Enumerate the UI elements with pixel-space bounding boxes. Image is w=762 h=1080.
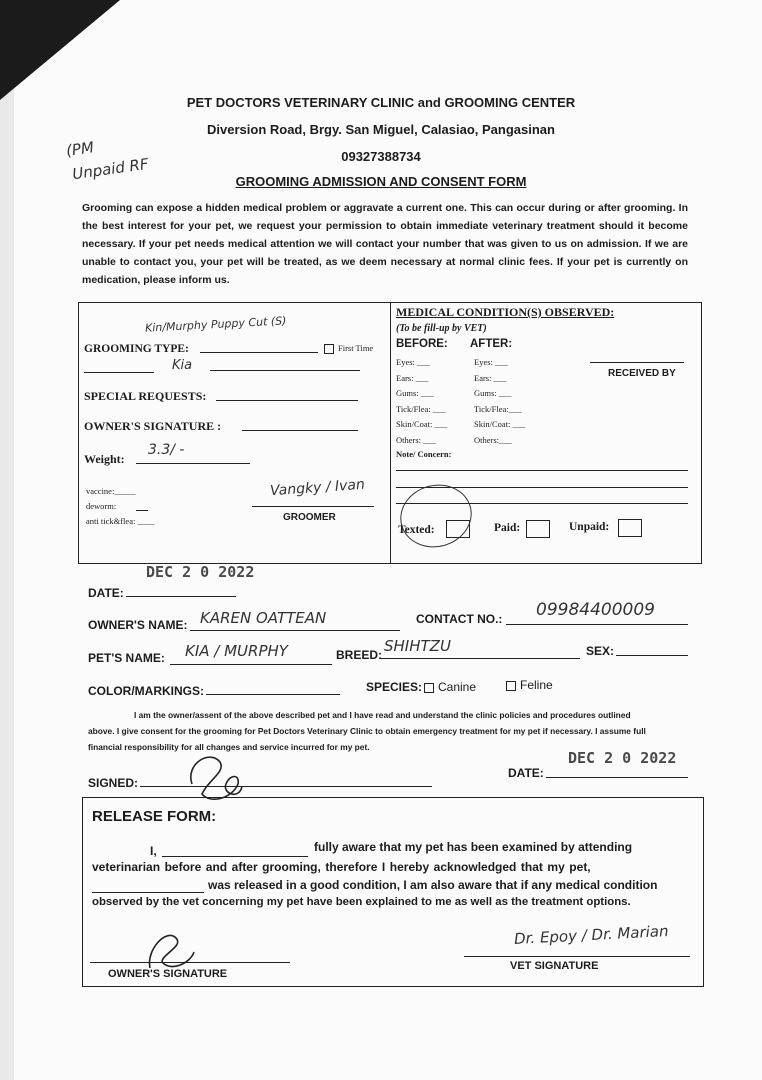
date-stamp-top: DEC 2 0 2022 <box>146 563 255 581</box>
grooming-type-value-2: Kia <box>172 358 193 373</box>
clinic-address: Diversion Road, Brgy. San Miguel, Calasiao, Pangasinan <box>207 122 555 137</box>
groomer-value: Vangky / Ivan <box>269 476 366 500</box>
vaccine-field: vaccine:_____ <box>86 486 136 496</box>
groomer-label: GROOMER <box>283 512 336 523</box>
release-line-3: was released in a good condition, I am also aware that if any medical condition <box>208 878 658 892</box>
intro-paragraph: Grooming can expose a hidden medical problem or aggravate a current one. This can occur during or after grooming. In the best interest for your pet, we request your permission to obtain immediate veterinary treatment should it become necessary. If your pet needs medical attention we will contact your number that was given to us on admission. If we are unable to contact you, your pet will be treated, as we deem necessary at normal clinic fees. If your pet is currently on medication, please inform us. <box>82 202 688 286</box>
after-list: Eyes: ___ Ears: ___ Gums: ___ Tick/Flea:___ Skin/Coat: ___ Others:___ <box>474 357 526 445</box>
date-label-top: DATE: <box>88 586 124 600</box>
release-line-1a: I, <box>150 844 157 858</box>
before-list: Eyes: ___ Ears: ___ Gums: ___ Tick/Flea: ___ Skin/Coat: ___ Others: ___ <box>396 357 448 445</box>
scan-shadow <box>0 0 120 100</box>
grooming-type-label: GROOMING TYPE: <box>84 343 189 355</box>
owner-name-label: OWNER'S NAME: <box>88 618 188 632</box>
species-label: SPECIES: <box>366 680 423 694</box>
pet-name-label: PET'S NAME: <box>88 651 165 665</box>
owner-signature-label: OWNER'S SIGNATURE : <box>84 419 222 433</box>
consent-line-1: I am the owner/assent of the above described pet and I have read and understand the clinic policies and procedures outlined <box>134 710 631 720</box>
paid-label: Paid: <box>494 522 521 534</box>
vet-signature-value: Dr. Epoy / Dr. Marian <box>513 921 669 949</box>
after-label: AFTER: <box>470 338 513 350</box>
signed-date-label: DATE: <box>508 766 544 780</box>
weight-label: Weight: <box>84 452 125 466</box>
margin-note-2: Unpaid RF <box>71 154 150 184</box>
consent-line-2: above. I give consent for the grooming for Pet Doctors Veterinary Clinic to obtain emergency treatment for my pet if necessary. I assume full <box>88 726 646 736</box>
signed-label: SIGNED: <box>88 776 139 790</box>
first-time-checkbox[interactable]: First Time <box>324 343 373 354</box>
form-title: GROOMING ADMISSION AND CONSENT FORM <box>235 174 527 189</box>
pet-name-value: KIA / MURPHY <box>185 642 288 660</box>
release-signature-scribble <box>140 924 210 974</box>
special-requests-label: SPECIAL REQUESTS: <box>84 389 207 403</box>
box-divider <box>390 302 391 564</box>
before-label: BEFORE: <box>396 338 448 350</box>
release-line-2: veterinarian before and after grooming, therefore I hereby acknowledged that my pet, <box>92 860 591 874</box>
weight-value: 3.3/ - <box>148 442 185 458</box>
antitick-field: anti tick&flea: ____ <box>86 516 155 526</box>
clinic-phone: 09327388734 <box>341 149 421 164</box>
owner-signature-release-label: OWNER'S SIGNATURE <box>108 968 228 980</box>
deworm-field: deworm: <box>86 501 117 511</box>
medical-title: MEDICAL CONDITION(S) OBSERVED: <box>396 305 615 319</box>
color-label: COLOR/MARKINGS: <box>88 684 204 698</box>
margin-note-1: (PM <box>64 138 95 160</box>
release-line-4: observed by the vet concerning my pet have been explained to me as well as the treatment options. <box>92 896 631 908</box>
clinic-name: PET DOCTORS VETERINARY CLINIC and GROOMING CENTER <box>186 95 576 110</box>
release-line-1b: fully aware that my pet has been examined by attending <box>314 840 633 854</box>
note-label: Note/ Concern: <box>396 449 452 459</box>
medical-subtitle: (To be fill-up by VET) <box>396 323 487 334</box>
breed-value: SHIHTZU <box>384 637 451 655</box>
release-title: RELEASE FORM: <box>92 808 217 825</box>
texted-label: Texted: <box>398 524 435 536</box>
owner-name-value: KAREN OATTEAN <box>200 609 327 627</box>
paid-checkbox[interactable] <box>526 520 550 538</box>
canine-option[interactable]: Canine <box>424 680 476 694</box>
breed-label: BREED: <box>336 648 383 662</box>
date-stamp-bottom: DEC 2 0 2022 <box>568 749 677 767</box>
unpaid-checkbox[interactable] <box>618 519 642 537</box>
consent-line-3: financial responsibility for all changes and service incurred for my pet. <box>88 742 370 752</box>
feline-option[interactable]: Feline <box>506 678 553 692</box>
contact-value: 09984400009 <box>536 600 655 620</box>
contact-label: CONTACT NO.: <box>416 612 503 626</box>
unpaid-label: Unpaid: <box>569 521 610 533</box>
sex-label: SEX: <box>586 644 615 658</box>
vet-signature-label: VET SIGNATURE <box>510 960 599 972</box>
grooming-type-value: Kin/Murphy Puppy Cut (S) <box>144 314 287 335</box>
received-by-label: RECEIVED BY <box>608 368 676 379</box>
